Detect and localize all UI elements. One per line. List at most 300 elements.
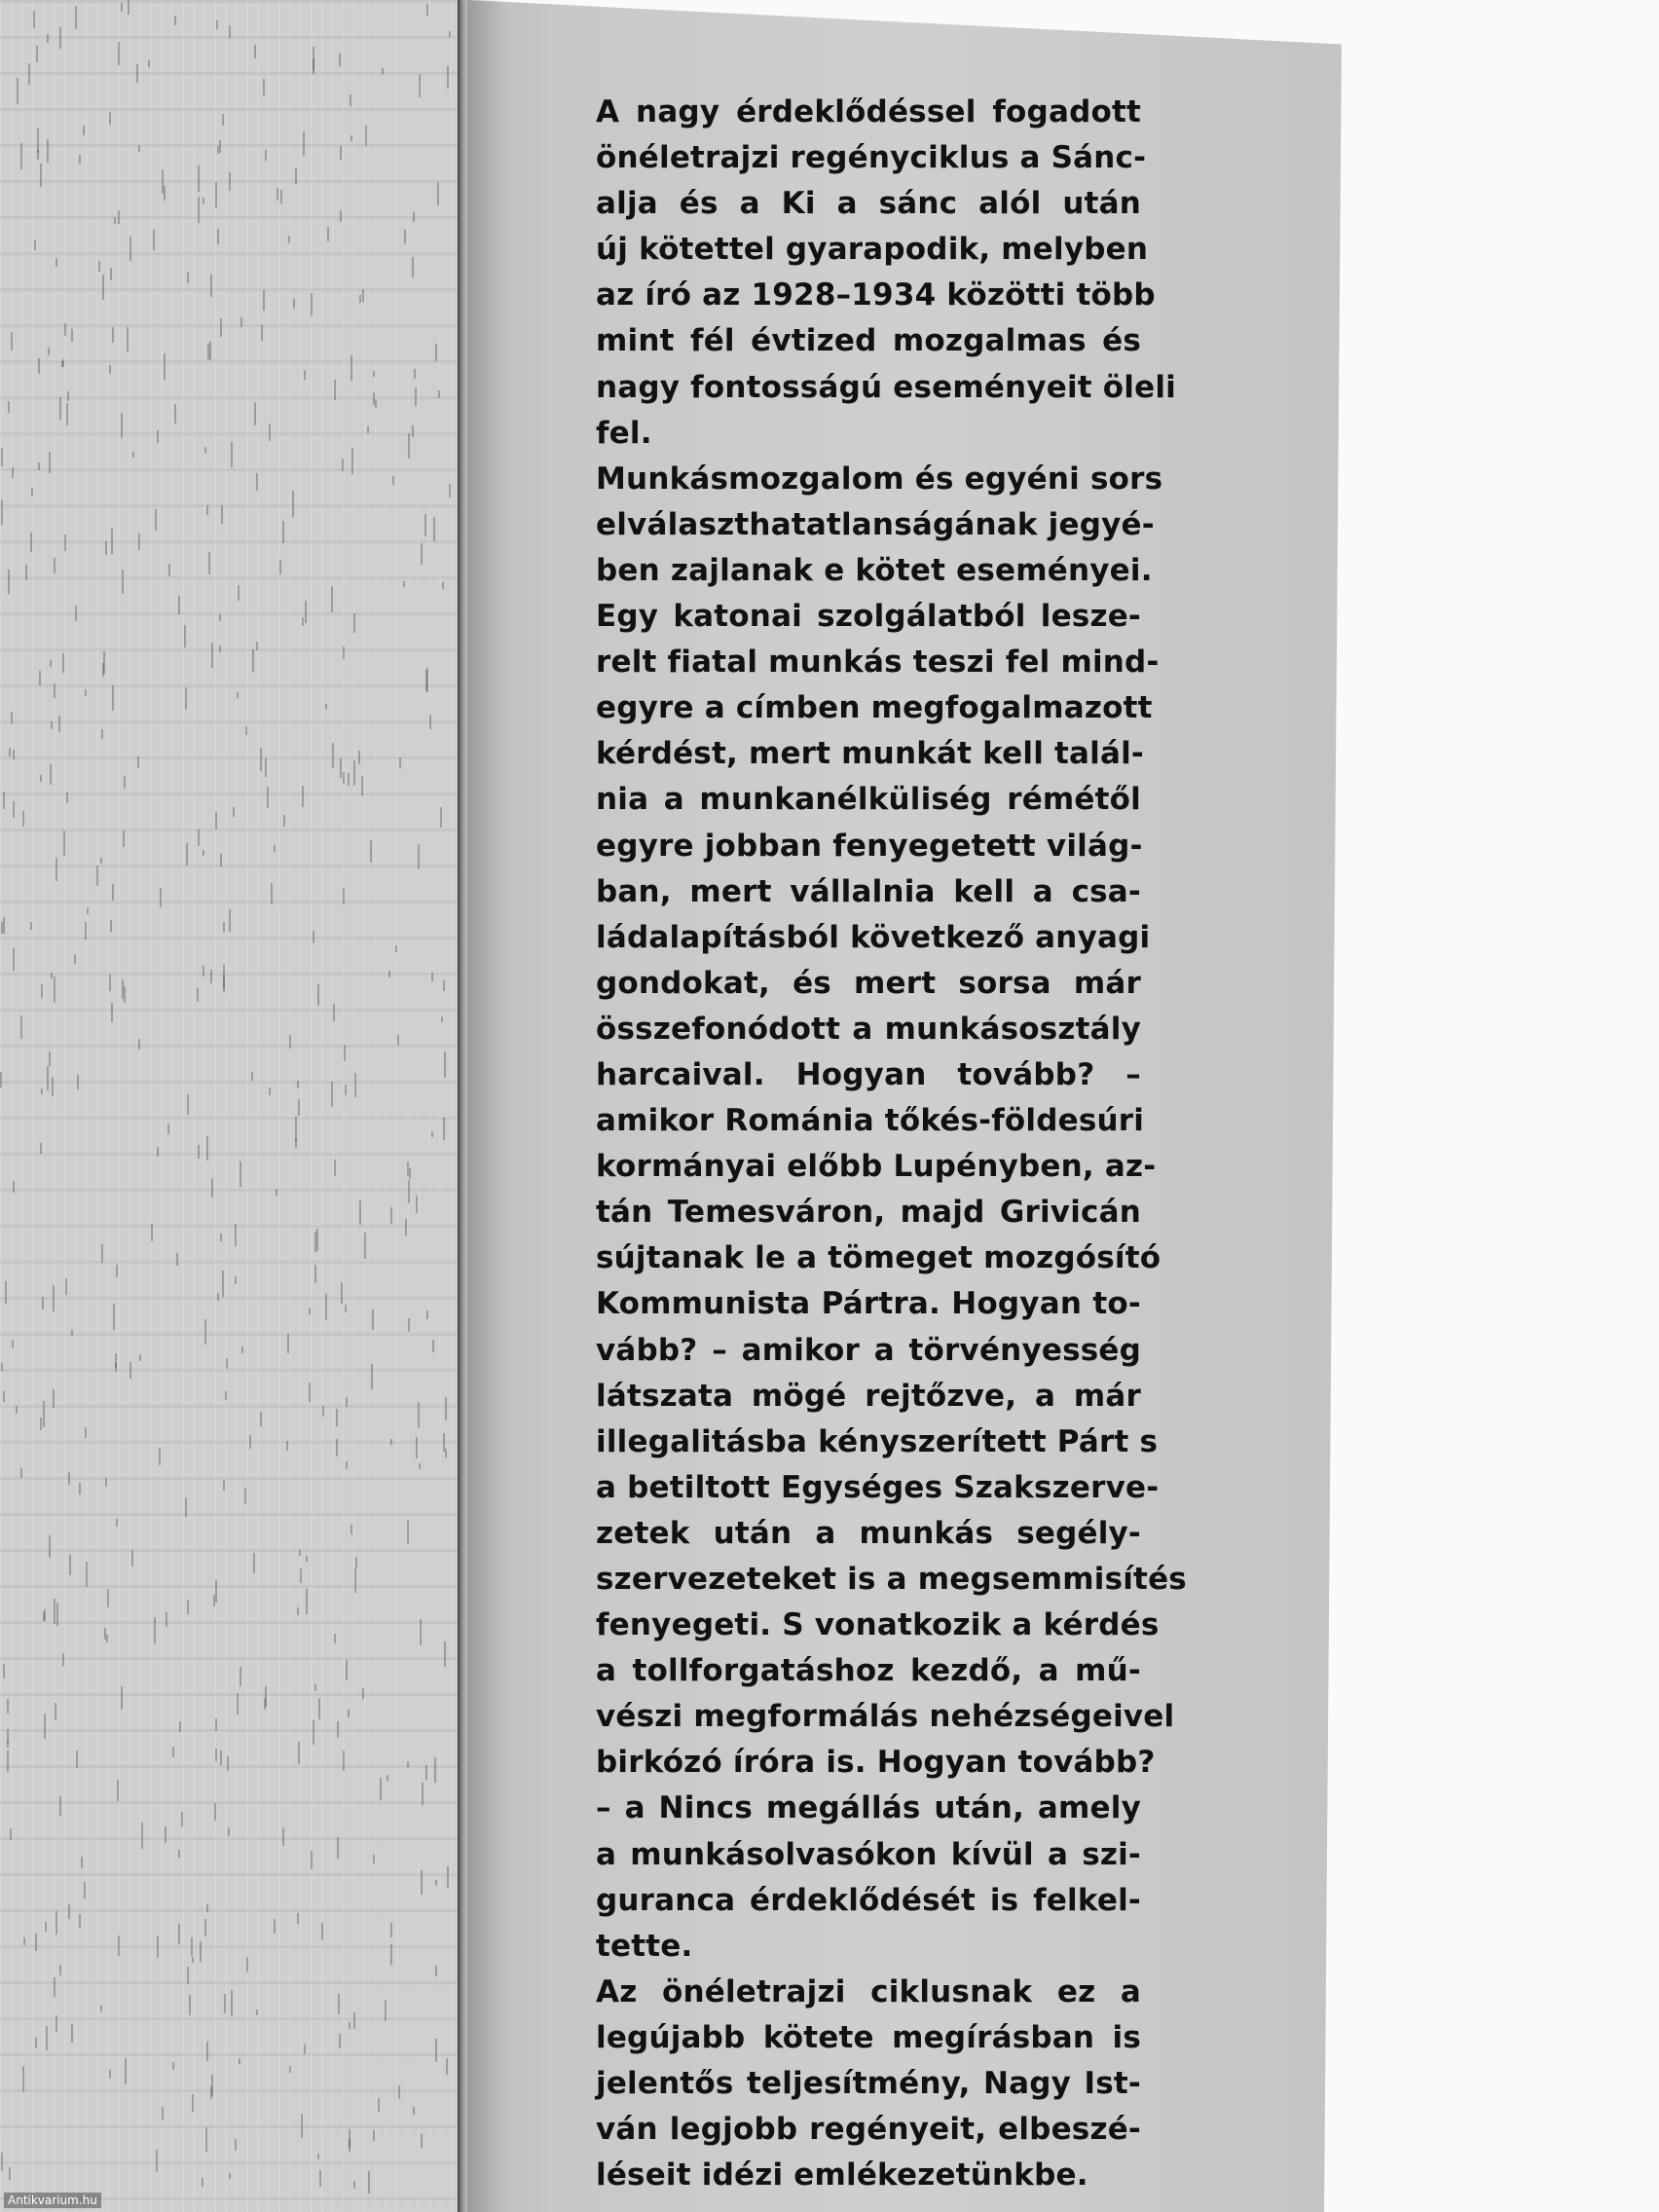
- wood-grain-mark: [343, 772, 345, 784]
- wood-grain-mark: [3, 1391, 5, 1402]
- wood-grain-mark: [9, 748, 11, 756]
- wood-grain-mark: [317, 984, 319, 1006]
- wood-grain-mark: [164, 353, 166, 380]
- wood-grain-mark: [420, 1619, 422, 1645]
- wood-grain-mark: [351, 448, 353, 474]
- wood-grain-mark: [449, 484, 451, 498]
- wood-grain-mark: [229, 172, 231, 191]
- wood-grain-mark: [418, 844, 420, 869]
- wood-grain-mark: [101, 1244, 103, 1263]
- wood-grain-mark: [185, 687, 187, 710]
- wood-grain-mark: [66, 403, 68, 425]
- wood-grain-mark: [35, 2038, 37, 2048]
- wood-grain-mark: [185, 1497, 187, 1517]
- wood-grain-mark: [10, 1828, 12, 1840]
- wood-grain-mark: [62, 653, 64, 673]
- blurb-line: guranca érdeklődését is felkel-: [596, 1882, 1141, 1918]
- wood-grain-mark: [289, 2066, 291, 2073]
- wood-grain-mark: [22, 811, 24, 827]
- wood-grain-mark: [362, 1688, 364, 1699]
- wood-grain-mark: [54, 977, 55, 1003]
- wood-grain-mark: [116, 1519, 118, 1527]
- wood-grain-mark: [444, 1051, 446, 1078]
- blurb-line: vészi megformálás nehézségeivel: [596, 1699, 1175, 1735]
- wood-grain-mark: [37, 129, 39, 153]
- wood-grain-mark: [336, 1439, 338, 1456]
- wood-grain-mark: [49, 452, 51, 473]
- wood-grain-mark: [85, 1427, 87, 1438]
- wood-grain-mark: [311, 1851, 313, 1869]
- spine-shadow: [458, 0, 467, 2212]
- wood-grain-mark: [217, 146, 219, 154]
- wood-grain-mark: [198, 197, 200, 223]
- blurb-line: vább? – amikor a törvényesség: [596, 1332, 1141, 1368]
- wood-grain-mark: [219, 140, 221, 153]
- wood-grain-mark: [55, 1911, 57, 1935]
- wood-grain-mark: [403, 581, 405, 587]
- wood-grain-mark: [405, 1219, 407, 1235]
- wood-grain-mark: [425, 670, 427, 691]
- wood-grain-mark: [245, 726, 247, 735]
- wood-grain-mark: [20, 1015, 22, 1039]
- wood-grain-mark: [353, 2012, 355, 2029]
- wood-grain-mark: [109, 365, 111, 374]
- wood-grain-mark: [84, 1882, 86, 1899]
- wood-grain-mark: [124, 986, 126, 1003]
- wood-grain-mark: [274, 1919, 276, 1934]
- wood-grain-mark: [413, 212, 415, 222]
- wood-grain-mark: [343, 646, 345, 659]
- wood-grain-mark: [276, 188, 278, 201]
- wood-grain-mark: [260, 748, 262, 771]
- wood-grain-mark: [223, 922, 225, 932]
- wood-grain-mark: [189, 1995, 191, 2015]
- wood-grain-mark: [68, 1904, 70, 1919]
- wood-grain-mark: [404, 230, 406, 243]
- wood-grain-mark: [240, 317, 242, 327]
- blurb-line: alja és a Ki a sánc alól után: [596, 186, 1141, 222]
- wood-grain-mark: [136, 64, 138, 83]
- wood-grain-mark: [260, 1412, 262, 1426]
- wood-grain-mark: [313, 931, 314, 943]
- wood-grain-mark: [118, 42, 120, 65]
- wood-grain-mark: [361, 776, 363, 795]
- wood-grain-mark: [30, 922, 32, 930]
- wood-grain-mark: [390, 1439, 392, 1445]
- blurb-line: birkózó íróra is. Hogyan tovább?: [596, 1745, 1156, 1781]
- wood-grain-mark: [197, 988, 199, 1002]
- blurb-line: tette.: [596, 1928, 693, 1964]
- wood-grain-mark: [59, 1796, 61, 1816]
- wood-grain-mark: [334, 1634, 336, 1643]
- wood-grain-mark: [117, 1780, 119, 1801]
- wood-grain-mark: [442, 582, 444, 589]
- wood-grain-mark: [53, 1285, 55, 1311]
- wood-grain-mark: [353, 2181, 355, 2189]
- wood-grain-mark: [348, 773, 350, 786]
- wood-grain-mark: [256, 642, 258, 650]
- wood-grain-mark: [41, 1088, 43, 1094]
- wood-grain-mark: [340, 210, 342, 222]
- wood-grain-mark: [337, 1721, 339, 1738]
- wood-grain-mark: [116, 1265, 118, 1277]
- wood-grain-mark: [56, 1603, 58, 1626]
- wood-grain-mark: [408, 1180, 410, 1203]
- wood-grain-mark: [54, 558, 55, 573]
- wood-grain-mark: [211, 643, 213, 668]
- wood-grain-mark: [419, 74, 421, 97]
- wood-grain-mark: [263, 290, 265, 311]
- wood-grain-mark: [215, 1718, 217, 1731]
- wood-grain-mark: [306, 1556, 308, 1562]
- wood-grain-mark: [179, 1721, 181, 1732]
- wood-grain-mark: [362, 289, 364, 302]
- wood-grain-mark: [426, 1310, 428, 1319]
- wood-grain-mark: [50, 660, 52, 667]
- wood-grain-mark: [43, 1401, 45, 1427]
- wood-grain-mark: [229, 2173, 231, 2179]
- wood-grain-mark: [16, 1406, 18, 1414]
- wood-grain-mark: [445, 1397, 447, 1420]
- wood-grain-mark: [413, 2107, 415, 2115]
- wood-grain-mark: [118, 210, 120, 224]
- wood-grain-mark: [223, 1480, 225, 1491]
- wood-grain-mark: [138, 534, 140, 550]
- blurb-line: tán Temesváron, majd Grivicán: [596, 1195, 1141, 1231]
- wood-grain-mark: [221, 505, 223, 524]
- wood-grain-mark: [13, 801, 15, 818]
- wood-grain-mark: [75, 606, 77, 621]
- wood-grain-mark: [124, 776, 126, 789]
- blurb-line: egyre jobban fenyegetett világ-: [596, 828, 1143, 864]
- wood-grain-mark: [215, 1580, 217, 1603]
- wood-grain-mark: [334, 380, 336, 400]
- wood-grain-mark: [231, 1990, 233, 2016]
- wood-grain-mark: [337, 1837, 339, 1859]
- wood-grain-mark: [233, 807, 235, 817]
- wood-grain-mark: [235, 1276, 237, 1284]
- wood-grain-mark: [1, 499, 3, 525]
- wood-grain-mark: [421, 2134, 423, 2148]
- wood-grain-mark: [359, 295, 361, 303]
- wood-grain-mark: [110, 268, 112, 280]
- wood-grain-mark: [216, 20, 218, 29]
- wood-grain-mark: [419, 1463, 421, 1469]
- wood-grain-mark: [282, 1827, 284, 1846]
- wood-grain-mark: [331, 1082, 333, 1107]
- wood-grain-mark: [289, 1035, 291, 1049]
- wood-grain-mark: [154, 1617, 156, 1643]
- wood-grain-mark: [219, 614, 221, 621]
- wood-grain-mark: [83, 126, 85, 135]
- wood-grain-mark: [62, 359, 64, 367]
- wood-grain-mark: [435, 344, 437, 361]
- wood-grain-mark: [313, 58, 314, 74]
- wood-grain-mark: [100, 858, 102, 864]
- wood-grain-mark: [111, 529, 113, 554]
- wood-grain-mark: [55, 2015, 57, 2032]
- wood-grain-mark: [346, 1397, 348, 1407]
- wood-grain-mark: [187, 1094, 189, 1115]
- wood-grain-mark: [395, 945, 397, 952]
- blurb-line: a tollforgatáshoz kezdő, a mű-: [596, 1653, 1141, 1689]
- blurb-line: ben zajlanak e kötet eseményei.: [596, 552, 1153, 588]
- wood-grain-mark: [54, 1977, 55, 1997]
- wood-grain-mark: [210, 275, 212, 297]
- wood-grain-mark: [151, 1224, 153, 1241]
- wood-grain-mark: [297, 1913, 299, 1924]
- wood-grain-mark: [38, 358, 40, 374]
- wood-grain-mark: [41, 984, 43, 998]
- wood-grain-mark: [318, 1698, 320, 1719]
- wood-grain-mark: [174, 404, 176, 424]
- wood-grain-mark: [109, 2070, 111, 2079]
- wood-grain-mark: [332, 743, 334, 768]
- wood-grain-mark: [429, 715, 431, 729]
- wood-grain-mark: [431, 1131, 433, 1137]
- wood-grain-mark: [64, 323, 66, 336]
- wood-grain-mark: [265, 150, 267, 161]
- blurb-line: legújabb kötete megírásban is: [596, 2019, 1141, 2055]
- wood-grain-mark: [115, 1363, 117, 1372]
- wood-grain-mark: [219, 645, 221, 652]
- wood-grain-mark: [206, 2042, 208, 2061]
- wood-grain-mark: [311, 293, 313, 316]
- wood-grain-mark: [1, 448, 3, 466]
- wood-grain-mark: [353, 613, 355, 633]
- wood-grain-mark: [55, 858, 57, 881]
- wood-grain-mark: [20, 143, 22, 169]
- wood-grain-mark: [269, 424, 271, 441]
- wood-grain-mark: [276, 1189, 277, 1196]
- wood-grain-mark: [426, 4, 428, 16]
- wood-grain-mark: [350, 1525, 352, 1534]
- wood-grain-mark: [325, 704, 327, 710]
- wood-grain-mark: [202, 2178, 203, 2187]
- wood-grain-mark: [121, 1686, 123, 1710]
- wood-grain-mark: [282, 521, 284, 543]
- wood-grain-mark: [222, 1271, 224, 1297]
- wood-grain-mark: [69, 1555, 71, 1575]
- wood-grain-mark: [104, 1628, 106, 1640]
- wood-grain-mark: [301, 2114, 303, 2138]
- wood-grain-mark: [71, 2024, 73, 2043]
- flap-shade: [467, 0, 506, 2212]
- blurb-line: gondokat, és mert sorsa már: [596, 965, 1141, 1001]
- wood-grain-mark: [12, 1340, 14, 1348]
- wood-grain-mark: [168, 564, 170, 576]
- blurb-line: kormányai előbb Lupényben, az-: [596, 1149, 1157, 1185]
- blurb-line: önéletrajzi regényciklus a Sánc-: [596, 140, 1147, 176]
- wood-grain-mark: [350, 135, 352, 141]
- wood-grain-mark: [302, 617, 304, 626]
- wood-grain-mark: [421, 1870, 423, 1895]
- wood-grain-mark: [40, 164, 42, 187]
- wood-grain-mark: [122, 979, 124, 999]
- wood-grain-mark: [382, 68, 384, 74]
- wood-grain-mark: [217, 1293, 219, 1301]
- wood-grain-mark: [304, 370, 306, 380]
- wood-grain-mark: [288, 236, 290, 243]
- wood-grain-mark: [263, 79, 265, 95]
- wood-grain-mark: [187, 1600, 189, 1614]
- wood-grain-mark: [129, 237, 131, 261]
- wood-grain-mark: [58, 716, 60, 732]
- wood-grain-mark: [85, 922, 87, 940]
- wood-grain-mark: [237, 692, 239, 698]
- wood-grain-mark: [45, 1922, 47, 1932]
- wood-grain-mark: [408, 433, 410, 459]
- wood-grain-mark: [79, 1483, 81, 1494]
- wood-grain-mark: [415, 387, 417, 406]
- wood-grain-mark: [47, 1066, 49, 1090]
- wood-grain-mark: [287, 1334, 289, 1353]
- wood-grain-mark: [13, 948, 15, 971]
- wood-grain-mark: [67, 391, 69, 401]
- wood-grain-mark: [33, 11, 35, 28]
- wood-grain-mark: [106, 1635, 108, 1642]
- wood-grain-mark: [304, 2045, 306, 2054]
- wood-grain-mark: [3, 917, 5, 934]
- wood-grain-mark: [336, 1409, 338, 1426]
- wood-grain-mark: [338, 1994, 340, 2014]
- wood-grain-mark: [286, 1441, 288, 1451]
- wood-grain-mark: [298, 1099, 300, 1116]
- wood-grain-mark: [228, 1827, 230, 1836]
- wood-grain-mark: [13, 1181, 15, 1193]
- wood-grain-mark: [249, 1435, 251, 1449]
- wood-grain-mark: [412, 425, 414, 437]
- wood-grain-mark: [159, 1448, 161, 1465]
- wood-grain-mark: [55, 258, 57, 267]
- wood-grain-mark: [105, 541, 107, 555]
- wood-grain-mark: [358, 751, 360, 764]
- wood-grain-mark: [354, 1073, 356, 1097]
- wood-grain-mark: [435, 1966, 437, 1976]
- blurb-line: ládalapításból következő anyagi: [596, 919, 1151, 955]
- wood-grain-mark: [299, 1550, 301, 1556]
- wood-grain-mark: [204, 447, 206, 454]
- wood-grain-mark: [172, 2062, 174, 2070]
- wood-grain-mark: [164, 186, 166, 201]
- wood-grain-mark: [121, 3, 123, 12]
- wood-grain-mark: [443, 1433, 445, 1452]
- wood-grain-mark: [38, 462, 40, 470]
- wood-grain-mark: [392, 476, 394, 485]
- wood-grain-mark: [265, 758, 267, 777]
- wood-grain-mark: [375, 399, 377, 408]
- wood-grain-mark: [105, 1478, 107, 1487]
- wood-grain-mark: [47, 139, 49, 163]
- wood-grain-mark: [166, 1612, 167, 1627]
- wood-grain-mark: [215, 1749, 217, 1761]
- blurb-line: a betiltott Egységes Szakszerve-: [596, 1469, 1160, 1505]
- wood-grain-mark: [300, 1568, 302, 1583]
- wood-grain-mark: [107, 1589, 109, 1607]
- wood-grain-mark: [416, 1196, 418, 1213]
- wood-grain-mark: [321, 1923, 323, 1940]
- blurb-line: ván legjobb regényeit, elbeszé-: [596, 2112, 1141, 2148]
- wood-grain-mark: [435, 1880, 437, 1886]
- wood-grain-mark: [353, 760, 355, 786]
- wood-grain-mark: [434, 1757, 436, 1783]
- wood-grain-mark: [385, 2000, 387, 2021]
- wood-grain-mark: [13, 750, 15, 759]
- wood-grain-mark: [47, 34, 49, 43]
- wood-grain-mark: [409, 1168, 411, 1179]
- wood-grain-mark: [7, 1751, 9, 1772]
- wood-grain-mark: [380, 1778, 382, 1800]
- wood-grain-mark: [74, 954, 76, 964]
- wood-grain-mark: [297, 1081, 299, 1088]
- wood-grain-mark: [8, 570, 10, 594]
- wood-grain-mark: [327, 227, 329, 241]
- wood-grain-mark: [132, 452, 134, 458]
- wood-grain-mark: [9, 2167, 11, 2180]
- wood-grain-mark: [314, 1265, 316, 1283]
- flap-blurb-text: [596, 90, 1187, 2198]
- wood-grain-mark: [36, 46, 38, 62]
- wood-grain-mark: [340, 146, 342, 160]
- wood-grain-mark: [11, 332, 13, 350]
- wood-grain-mark: [17, 78, 18, 104]
- wood-grain-mark: [365, 126, 367, 146]
- wood-grain-mark: [313, 1720, 314, 1745]
- wood-grain-mark: [51, 721, 53, 729]
- wood-grain-mark: [109, 112, 111, 125]
- wood-grain-mark: [35, 1934, 37, 1951]
- blurb-line: zetek után a munkás segély-: [596, 1515, 1141, 1551]
- wood-grain-mark: [441, 1016, 443, 1022]
- wood-grain-mark: [390, 1207, 392, 1224]
- wood-grain-mark: [127, 327, 129, 351]
- wood-grain-mark: [387, 1775, 388, 1782]
- wood-grain-mark: [65, 1278, 67, 1295]
- wood-grain-mark: [71, 1330, 73, 1336]
- wood-grain-mark: [252, 649, 254, 672]
- wood-grain-mark: [206, 1136, 208, 1161]
- wood-grain-mark: [350, 355, 352, 381]
- wood-grain-mark: [235, 2139, 237, 2151]
- wood-grain-mark: [449, 31, 451, 37]
- wood-grain-mark: [407, 1761, 409, 1768]
- wood-grain-mark: [66, 793, 68, 803]
- wood-grain-mark: [75, 6, 77, 29]
- wood-grain-mark: [100, 2006, 102, 2011]
- wood-grain-mark: [256, 2009, 258, 2015]
- wood-grain-mark: [30, 533, 32, 552]
- wood-grain-mark: [191, 1937, 193, 1956]
- wood-grain-mark: [447, 1866, 449, 1888]
- blurb-line: a munkásolvasókon kívül a szi-: [596, 1836, 1141, 1872]
- wood-grain-mark: [333, 1004, 335, 1021]
- blurb-line: ban, mert vállalnia kell a csa-: [596, 873, 1141, 909]
- wood-grain-mark: [167, 1124, 169, 1134]
- wood-grain-mark: [178, 596, 180, 614]
- wood-grain-mark: [295, 168, 297, 184]
- wood-grain-mark: [421, 543, 423, 565]
- wood-grain-mark: [59, 27, 61, 49]
- wood-grain-mark: [138, 145, 140, 152]
- wood-grain-mark: [23, 1937, 25, 1945]
- wood-grain-mark: [123, 830, 125, 847]
- wood-grain-mark: [200, 1941, 202, 1962]
- wood-grain-mark: [139, 1354, 141, 1361]
- wood-grain-mark: [40, 1418, 42, 1430]
- wood-grain-mark: [246, 1957, 248, 1972]
- wood-grain-mark: [422, 1783, 424, 1805]
- wood-grain-mark: [203, 198, 204, 204]
